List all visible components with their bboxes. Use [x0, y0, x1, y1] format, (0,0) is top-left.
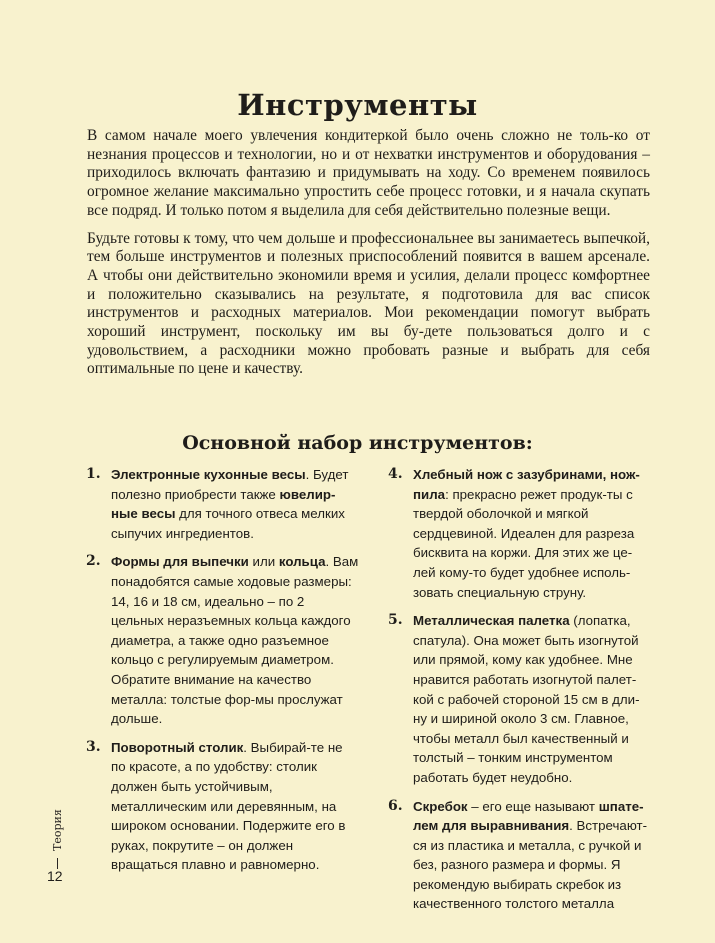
intro-paragraph: Будьте готовы к тому, что чем дольше и профессиональнее вы занимаетесь выпечкой, тем больше инструментов и полезных приспособлений появится в вашем арсенале. А чтобы они действительно экономили время и усилия, делали процесс комфортнее и положительно сказывались на результате, я подготовила для вас список инструментов и расходных материалов. Мои рекомендации помогут выбрать хороший инструмент, поскольку им вы бу-дете пользоваться долго и с удовольствием, а расходники можно пробовать разные и выбрать для себя оптимальные по цене и качеству. [87, 229, 650, 378]
item-term: шпате-лем для выравнивания [413, 798, 644, 834]
list-item [389, 611, 649, 787]
page-title: Инструменты [237, 88, 478, 122]
item-term: кольца [278, 554, 326, 570]
intro-text [87, 127, 650, 388]
item-text: . Вам понадобятся самые ходовые размеры: 14, 16 и 18 см, идеально – по 2 цельных неразъемных кольца каждого диаметра, а также одно разъемное кольцо с регулируемым диаметром. Обратите внимание на качество металла: толстые фор-мы прослужат дольше. [111, 554, 359, 727]
item-term: Скребок [413, 798, 468, 814]
item-number: 2. [86, 553, 101, 570]
item-number: 4. [388, 466, 403, 482]
item-text: . Будет полезно приобрести также [111, 467, 349, 502]
section-title: Основной набор инструментов: [182, 432, 533, 454]
list-item [87, 465, 359, 543]
item-text: . Встречают-ся из пластика и металла, с ручкой и без, разного размера и формы. Я рекомендую выбирать скребок из качественного толстого металла [413, 818, 648, 912]
tools-list-right-column [389, 465, 649, 923]
list-item [389, 797, 649, 915]
item-term: ювелир-ные весы [111, 486, 336, 522]
item-number: 5. [388, 612, 403, 629]
item-term: Формы для выпечки [111, 554, 249, 570]
tools-list-left-column [87, 465, 359, 884]
item-number: 6. [388, 797, 403, 814]
item-term: Электронные кухонные весы [111, 467, 306, 482]
item-number: 3. [86, 738, 101, 755]
item-number: 1. [86, 466, 101, 482]
section-side-label: Теория [51, 809, 64, 851]
list-item [87, 738, 359, 875]
intro-paragraph: В самом начале моего увлечения кондитеркой было очень сложно не толь-ко от незнания процессов и технологии, но и от нехватки инструментов и оборудования – приходилось включать фантазию и придумывать на ходу. Со временем появилось огромное желание максимально упростить себе процесс готовки, и я начала скупать все подряд. И только потом я выделила для себя действительно полезные вещи. [87, 127, 650, 219]
list-item [389, 465, 649, 602]
item-term: Поворотный столик [111, 739, 244, 755]
item-text: для точного отвеса мелких сыпучих ингредиентов. [111, 506, 345, 541]
item-term: Металлическая палетка [413, 613, 570, 629]
item-term: Хлебный нож с зазубринами, нож-пила [413, 467, 640, 502]
list-item [87, 552, 359, 728]
item-text: : прекрасно режет продук-ты с твердой оболочкой и мягкой сердцевиной. Идеален для разреза бисквита на коржи. Для этих же це-лей кому-то будет удобнее исполь-зовать специальную струну. [413, 486, 635, 600]
item-text: – его еще называют [467, 798, 599, 814]
item-text: . Выбирай-те не по красоте, а по удобству: столик должен быть устойчивым, металлическим или деревянным, на широком основании. Подержите его в руках, покрутите – он должен вращаться плавно и равномерно. [111, 739, 346, 873]
item-text: (лопатка, спатула). Она может быть изогнутой или прямой, кому как удобнее. Мне нравится работать изогнутой палет-кой с рабочей стороной 15 см в дли-ну и шириной около 3 см. Главное, чтобы металл был качественный и толстый – тонким инструментом работать будет неудобно. [413, 613, 640, 785]
page-number: 12 [47, 868, 63, 884]
item-text: или [248, 554, 279, 570]
